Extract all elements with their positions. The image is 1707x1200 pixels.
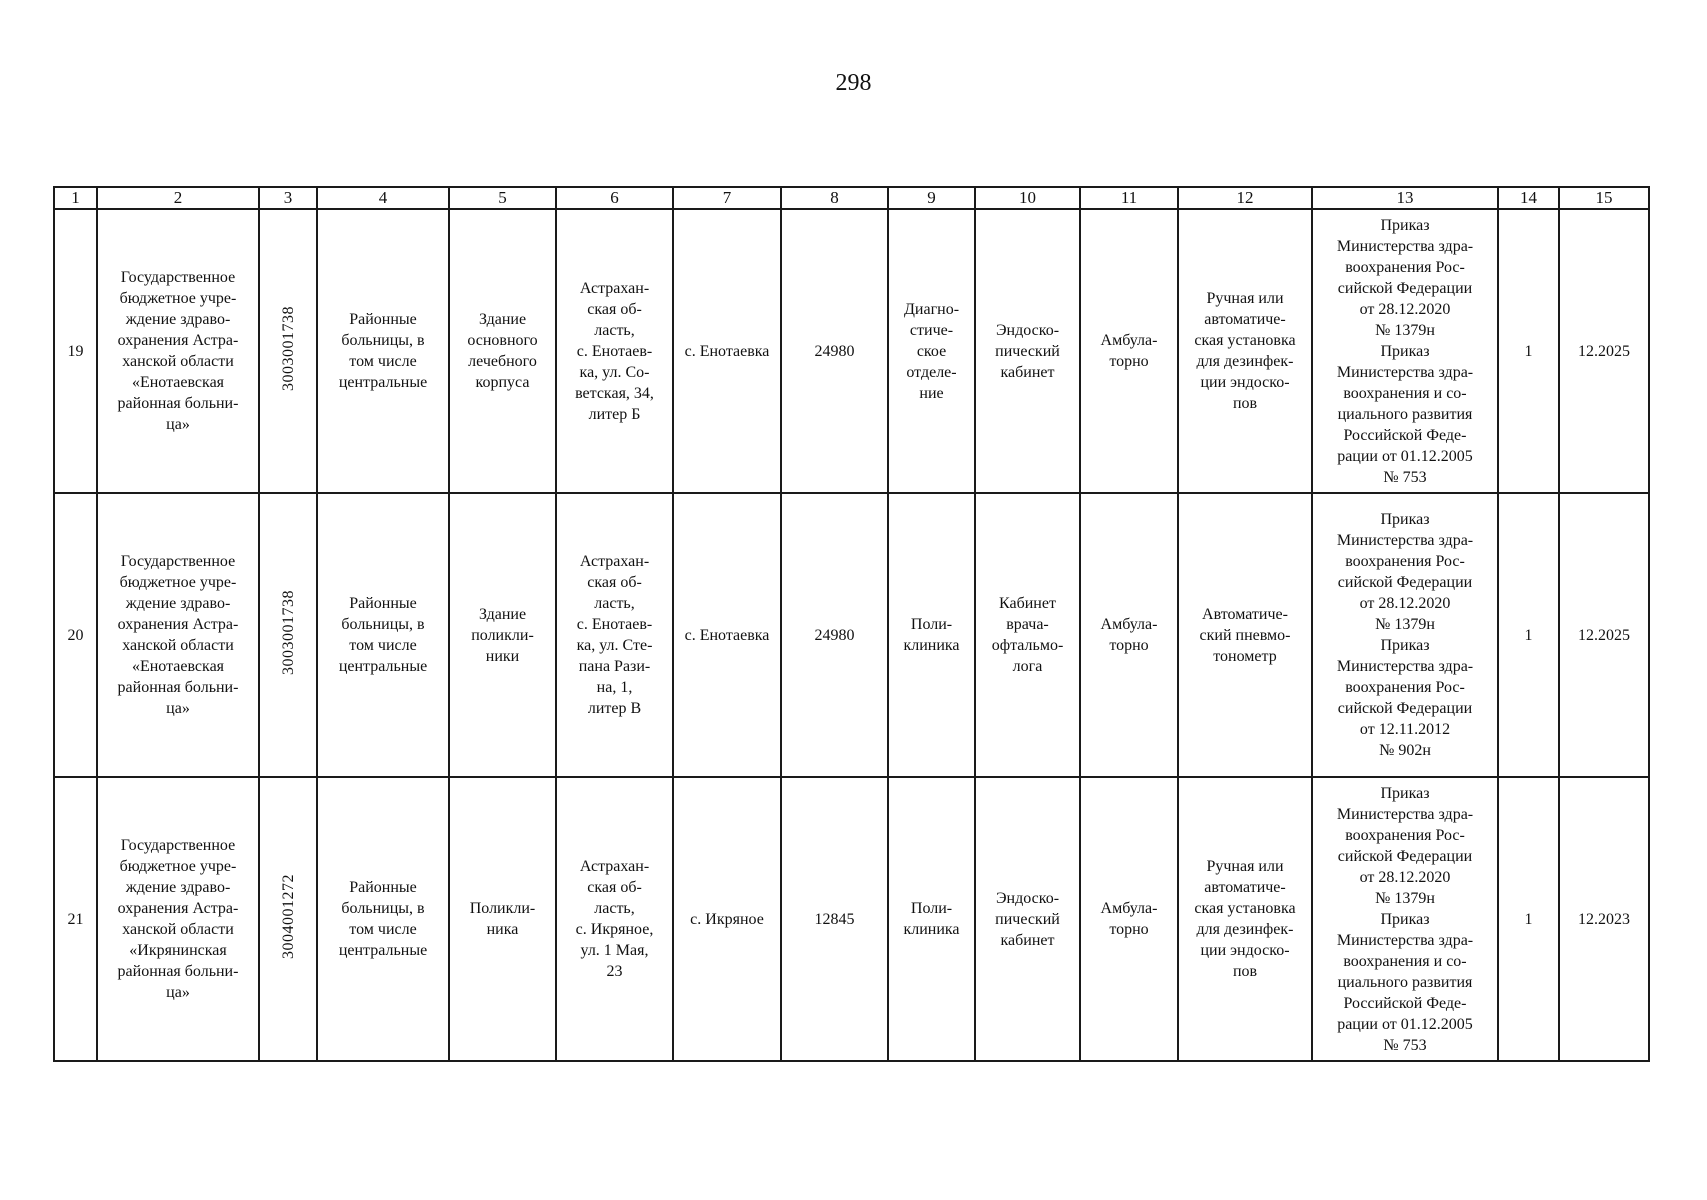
- delivery-date: 12.2025: [1559, 493, 1649, 777]
- institution-name: Государственное бюджетное учре- ждение здраво- охранения Астра- ханской области «Енотаевская районная больни- ца»: [97, 493, 259, 777]
- delivery-date: 12.2025: [1559, 209, 1649, 493]
- institution-code-cell: [259, 209, 317, 493]
- address: Астрахан- ская об- ласть, с. Енотаев- ка, ул. Сте- пана Рази- на, 1, литер В: [556, 493, 673, 777]
- address: Астрахан- ская об- ласть, с. Икряное, ул. 1 Мая, 23: [556, 777, 673, 1061]
- building: Здание основного лечебного корпуса: [449, 209, 556, 493]
- column-header: 9: [888, 187, 975, 209]
- quantity: 1: [1498, 209, 1559, 493]
- settlement: с. Енотаевка: [673, 493, 781, 777]
- institution-name: Государственное бюджетное учре- ждение здраво- охранения Астра- ханской области «Енотаевская районная больни- ца»: [97, 209, 259, 493]
- column-header: 8: [781, 187, 888, 209]
- institution-code-cell: [259, 777, 317, 1061]
- room: Эндоско- пический кабинет: [975, 777, 1080, 1061]
- care-form: Амбула- торно: [1080, 493, 1178, 777]
- equipment-table: [53, 186, 1650, 1062]
- column-header: 3: [259, 187, 317, 209]
- quantity: 1: [1498, 777, 1559, 1061]
- column-header: 10: [975, 187, 1080, 209]
- organization-type: Районные больницы, в том числе центральные: [317, 209, 449, 493]
- organization-type: Районные больницы, в том числе центральные: [317, 493, 449, 777]
- care-form: Амбула- торно: [1080, 209, 1178, 493]
- column-header: 12: [1178, 187, 1312, 209]
- table-row: [54, 493, 1649, 777]
- settlement: с. Енотаевка: [673, 209, 781, 493]
- department: Поли- клиника: [888, 777, 975, 1061]
- institution-code: 3003001738: [279, 589, 297, 675]
- building: Здание поликли- ники: [449, 493, 556, 777]
- column-header: 11: [1080, 187, 1178, 209]
- equipment: Ручная или автоматиче- ская установка для дезинфек- ции эндоско- пов: [1178, 209, 1312, 493]
- column-header: 14: [1498, 187, 1559, 209]
- building: Поликли- ника: [449, 777, 556, 1061]
- population: 24980: [781, 493, 888, 777]
- care-form: Амбула- торно: [1080, 777, 1178, 1061]
- column-header: 2: [97, 187, 259, 209]
- quantity: 1: [1498, 493, 1559, 777]
- institution-name: Государственное бюджетное учре- ждение здраво- охранения Астра- ханской области «Икрянинская районная больни- ца»: [97, 777, 259, 1061]
- column-header: 4: [317, 187, 449, 209]
- column-header: 7: [673, 187, 781, 209]
- legal-basis: Приказ Министерства здра- воохранения Рос- сийской Федерации от 28.12.2020 № 1379н Приказ Министерства здра- воохранения Рос- сийской Федерации от 12.11.2012 № 902н: [1312, 493, 1498, 777]
- department: Диагно- стиче- ское отделе- ние: [888, 209, 975, 493]
- page-number: 298: [835, 70, 872, 96]
- address: Астрахан- ская об- ласть, с. Енотаев- ка, ул. Со- ветская, 34, литер Б: [556, 209, 673, 493]
- legal-basis: Приказ Министерства здра- воохранения Рос- сийской Федерации от 28.12.2020 № 1379н Приказ Министерства здра- воохранения и со- циального развития Российской Феде- рации от 01.12.2005 № 753: [1312, 777, 1498, 1061]
- column-header: 15: [1559, 187, 1649, 209]
- legal-basis: Приказ Министерства здра- воохранения Рос- сийской Федерации от 28.12.2020 № 1379н Приказ Министерства здра- воохранения и со- циального развития Российской Феде- рации от 01.12.2005 № 753: [1312, 209, 1498, 493]
- settlement: с. Икряное: [673, 777, 781, 1061]
- column-header: 1: [54, 187, 97, 209]
- column-header: 13: [1312, 187, 1498, 209]
- organization-type: Районные больницы, в том числе центральные: [317, 777, 449, 1061]
- equipment: Автоматиче- ский пневмо- тонометр: [1178, 493, 1312, 777]
- room: Эндоско- пический кабинет: [975, 209, 1080, 493]
- department: Поли- клиника: [888, 493, 975, 777]
- institution-code: 3004001272: [279, 873, 297, 959]
- population: 12845: [781, 777, 888, 1061]
- table-row: [54, 777, 1649, 1061]
- row-number: 20: [54, 493, 97, 777]
- column-header: 6: [556, 187, 673, 209]
- table-row: [54, 209, 1649, 493]
- row-number: 19: [54, 209, 97, 493]
- room: Кабинет врача- офтальмо- лога: [975, 493, 1080, 777]
- column-number-row: [54, 187, 1649, 209]
- population: 24980: [781, 209, 888, 493]
- delivery-date: 12.2023: [1559, 777, 1649, 1061]
- institution-code: 3003001738: [279, 305, 297, 391]
- institution-code-cell: [259, 493, 317, 777]
- column-header: 5: [449, 187, 556, 209]
- row-number: 21: [54, 777, 97, 1061]
- equipment: Ручная или автоматиче- ская установка для дезинфек- ции эндоско- пов: [1178, 777, 1312, 1061]
